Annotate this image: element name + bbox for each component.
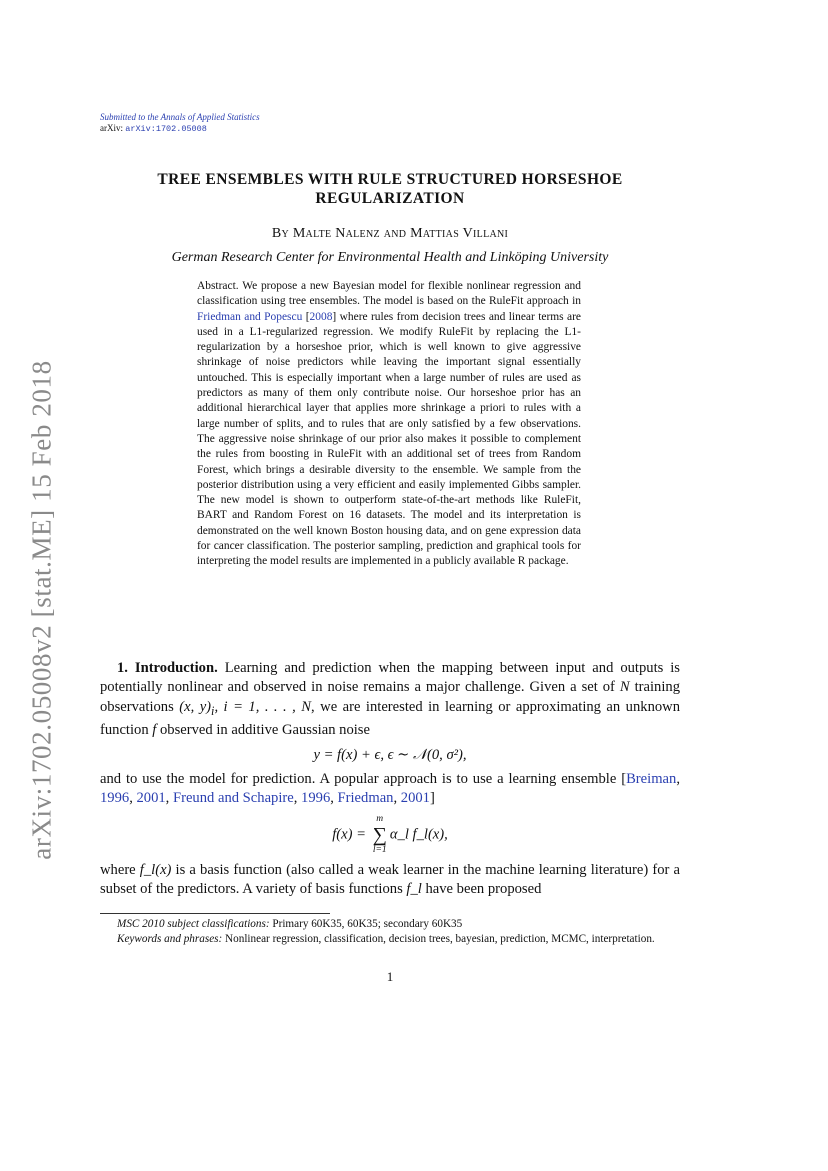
- citation-freund-schapire[interactable]: Freund and Schapire: [172, 790, 294, 807]
- sep: ,: [129, 790, 137, 807]
- intro-text: where: [100, 861, 140, 878]
- sum-lower-limit: l=1: [372, 844, 387, 855]
- math-index-range: , i = 1, . . . , N: [214, 698, 312, 715]
- intro-paragraph-2: [100, 770, 680, 809]
- msc-footnote: [100, 917, 680, 932]
- paper-title: [100, 170, 680, 208]
- abstract: [197, 279, 581, 570]
- submission-note[interactable]: Submitted to the Annals of Applied Statistics: [100, 112, 260, 122]
- title-line-1: TREE ENSEMBLES WITH RULE STRUCTURED HORSESHOE: [157, 171, 623, 188]
- bracket: [: [621, 770, 627, 787]
- math-N: N: [619, 679, 630, 696]
- citation-breiman-2001[interactable]: 2001: [136, 790, 166, 807]
- eq-lhs: f(x) =: [332, 826, 370, 843]
- intro-paragraph-3: [100, 861, 680, 900]
- sep: ,: [676, 770, 680, 787]
- footnote-rule: [100, 913, 330, 914]
- author-1: Malte Nalenz: [292, 226, 380, 241]
- math-fl: f_l: [406, 881, 422, 898]
- bracket: ]: [429, 790, 435, 807]
- equation-noise-model: y = f(x) + ϵ, ϵ ∼ 𝒩(0, σ²),: [313, 746, 467, 763]
- equation-ensemble: [100, 814, 680, 856]
- sep: ,: [330, 790, 338, 807]
- math-observations: (x, $y)_i$: [179, 698, 215, 718]
- keywords-text: Nonlinear regression, classification, decision trees, bayesian, prediction, MCMC, interpretation.: [222, 933, 655, 945]
- intro-text: observed in additive Gaussian noise: [156, 722, 370, 739]
- sep: ,: [165, 790, 173, 807]
- math-f: f: [152, 722, 157, 739]
- and-word: and: [383, 226, 407, 241]
- citation-bracket-close: ]: [332, 310, 337, 323]
- footnotes: [100, 917, 680, 947]
- summation-symbol: [373, 814, 387, 856]
- section-heading: 1. Introduction.: [117, 660, 218, 676]
- sep: ,: [393, 790, 401, 807]
- intro-text: and to use the model for prediction. A popular approach is to use a learning ensemble: [100, 770, 622, 787]
- arxiv-stamp-text: arXiv:1702.05008v2 [stat.ME] 15 Feb 2018: [26, 360, 57, 860]
- citation-breiman-1996[interactable]: 1996: [100, 790, 130, 807]
- arxiv-side-stamp: [22, 355, 62, 865]
- sigma-glyph: ∑: [372, 823, 387, 846]
- intro-text: Learning and prediction when the mapping between input and outputs is potentially nonlinear and observed in noise remains a major challenge. Given a set of: [100, 660, 680, 696]
- citation-friedman-2001[interactable]: 2001: [400, 790, 430, 807]
- intro-paragraph-1: [100, 659, 680, 741]
- citation-friedman-popescu[interactable]: Friedman and Popescu: [197, 310, 303, 323]
- citation-bracket-open: [: [302, 310, 310, 323]
- citation-year-2008[interactable]: 2008: [309, 310, 333, 323]
- author-2: Mattias Villani: [410, 226, 509, 241]
- arxiv-label: arXiv:: [100, 123, 123, 133]
- keywords-label: Keywords and phrases:: [117, 933, 223, 945]
- intro-text: have been proposed: [421, 881, 542, 898]
- intro-text: , we are interested in learning or approximating an unknown function: [100, 698, 680, 739]
- intro-text: is a basis function (also called a weak learner in the machine learning literature) for a subset of the predictors. A variety of basis functions: [100, 861, 680, 898]
- eq-rhs: α_l f_l(x),: [389, 826, 448, 843]
- affiliation: German Research Center for Environmental Health and Linköping University: [171, 250, 609, 265]
- citation-freund-1996[interactable]: 1996: [301, 790, 331, 807]
- msc-label: MSC 2010 subject classifications:: [117, 918, 270, 930]
- running-header: [100, 112, 260, 135]
- arxiv-id-link[interactable]: arXiv:1702.05008: [125, 124, 207, 134]
- abstract-text-1: Abstract. We propose a new Bayesian model for flexible nonlinear regression and classification using tree ensembles. The model is based on the RuleFit approach in: [197, 280, 581, 308]
- citation-breiman[interactable]: Breiman: [626, 770, 677, 787]
- keywords-footnote: [100, 932, 680, 947]
- math-basis-function: f_l(x): [139, 861, 172, 878]
- by-word: By: [271, 226, 289, 241]
- citation-friedman[interactable]: Friedman: [337, 790, 394, 807]
- sep: ,: [293, 790, 302, 807]
- abstract-text-2: where rules from decision trees and linear terms are used in a L1-regularized regression. We modify RuleFit by replacing the L1-regularization by a horseshoe prior, which is well known to give aggressive shrinkage of noise predictors while leaving the important signal essentially untouched. This is especially important when a large number of rules are used as predictors as many of them only contribute noise. Our horseshoe prior has an additional hierarchical layer that applies more shrinkage a priori to rules with a large number of splits, and to rules that are only satisfied by a few observations. The aggressive noise shrinkage of our prior also makes it possible to complement the rules from boosting in RuleFit with an additional set of trees from Random Forest, which brings a desirable diversity to the ensemble. We sample from the posterior distribution using a very efficient and easily implemented Gibbs sampler. The new model is shown to outperform state-of-the-art methods like RuleFit, BART and Random Forest on 16 datasets. The model and its interpretation is demonstrated on the well known Boston housing data, and on gene expression data for cancer classification. The posterior sampling, prediction and graphical tools for interpreting the model results are implemented in a publicly available R package.: [197, 310, 581, 568]
- sum-upper-limit: m: [376, 813, 384, 824]
- author-line: [100, 226, 680, 242]
- msc-text: Primary 60K35, 60K35; secondary 60K35: [269, 918, 463, 930]
- page-number: 1: [386, 969, 394, 984]
- title-line-2: REGULARIZATION: [315, 190, 465, 207]
- introduction-section: [100, 659, 680, 900]
- arxiv-line: [100, 123, 260, 135]
- intro-text: training observations: [100, 679, 680, 715]
